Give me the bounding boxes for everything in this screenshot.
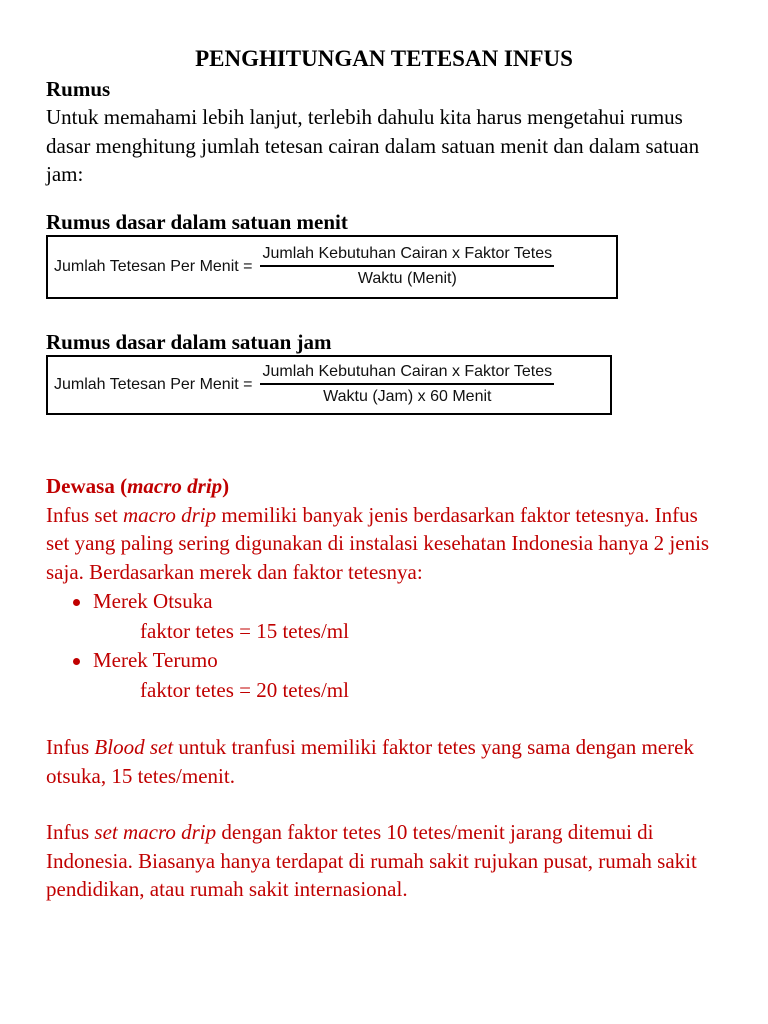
formula-minute-numerator: Jumlah Kebutuhan Cairan x Faktor Tetes (260, 245, 554, 267)
formula-hour-denominator: Waktu (Jam) x 60 Menit (323, 388, 492, 405)
bullet-dot-icon (73, 658, 80, 665)
brand-list (46, 587, 726, 705)
para3-pre: Infus (46, 820, 95, 844)
para2-pre: Infus (46, 735, 95, 759)
para1-italic: macro drip (123, 502, 217, 527)
para3-italic: set macro drip (94, 820, 217, 844)
dewasa-paragraph-3 (46, 818, 726, 904)
dewasa-section (46, 473, 726, 904)
formula-minute-lhs: Jumlah Tetesan Per Menit = (54, 257, 253, 275)
brand-factor: faktor tetes = 20 tetes/ml (140, 677, 349, 702)
dewasa-heading-post: ) (222, 473, 230, 498)
formula-minute-box (46, 235, 618, 299)
list-item (46, 646, 726, 676)
para1-pre: Infus set (46, 502, 123, 527)
formula-hour-box (46, 355, 612, 415)
para1-post: memiliki banyak jenis berdasarkan faktor tetesnya. Infus set yang paling sering digunakan di instalasi kesehatan Indonesia hanya 2 jenis saja. Berdasarkan merek dan faktor tetesnya: (46, 502, 710, 584)
formula-minute-denominator: Waktu (Menit) (357, 270, 457, 287)
dewasa-paragraph-1 (46, 501, 726, 587)
bullet-dot-icon (73, 599, 80, 606)
intro-paragraph: Untuk memahami lebih lanjut, terlebih dahulu kita harus mengetahui rumus dasar menghitung jumlah tetesan cairan dalam satuan menit dan dalam satuan jam: (46, 105, 700, 186)
para2-post: untuk tranfusi memiliki faktor tetes yang sama dengan merek otsuka, 15 tetes/menit. (46, 735, 694, 788)
brand-name: Merek Otsuka (93, 589, 213, 613)
formula-hour-numerator: Jumlah Kebutuhan Cairan x Faktor Tetes (260, 363, 554, 385)
dewasa-heading-italic: macro drip (127, 473, 223, 498)
list-item (46, 587, 726, 617)
para3-post: dengan faktor tetes 10 tetes/menit jarang ditemui di Indonesia. Biasanya hanya terdapat di rumah sakit rujukan pusat, rumah sakit pendidikan, atau rumah sakit internasional. (46, 820, 697, 901)
brand-name: Merek Terumo (93, 648, 218, 672)
rumus-heading: Rumus (46, 77, 111, 101)
page-title: PENGHITUNGAN TETESAN INFUS (195, 46, 573, 71)
dewasa-heading-pre: Dewasa ( (46, 473, 128, 498)
document-page (46, 44, 726, 904)
formula-hour-heading: Rumus dasar dalam satuan jam (46, 329, 332, 354)
dewasa-heading (46, 473, 726, 499)
formula-hour-lhs: Jumlah Tetesan Per Menit = (54, 375, 253, 393)
para2-italic: Blood set (94, 735, 174, 759)
dewasa-paragraph-2 (46, 733, 726, 790)
formula-minute-fraction (260, 245, 554, 288)
formula-hour-fraction (260, 363, 554, 406)
brand-factor: faktor tetes = 15 tetes/ml (140, 618, 349, 643)
formula-minute-heading: Rumus dasar dalam satuan menit (46, 209, 348, 234)
